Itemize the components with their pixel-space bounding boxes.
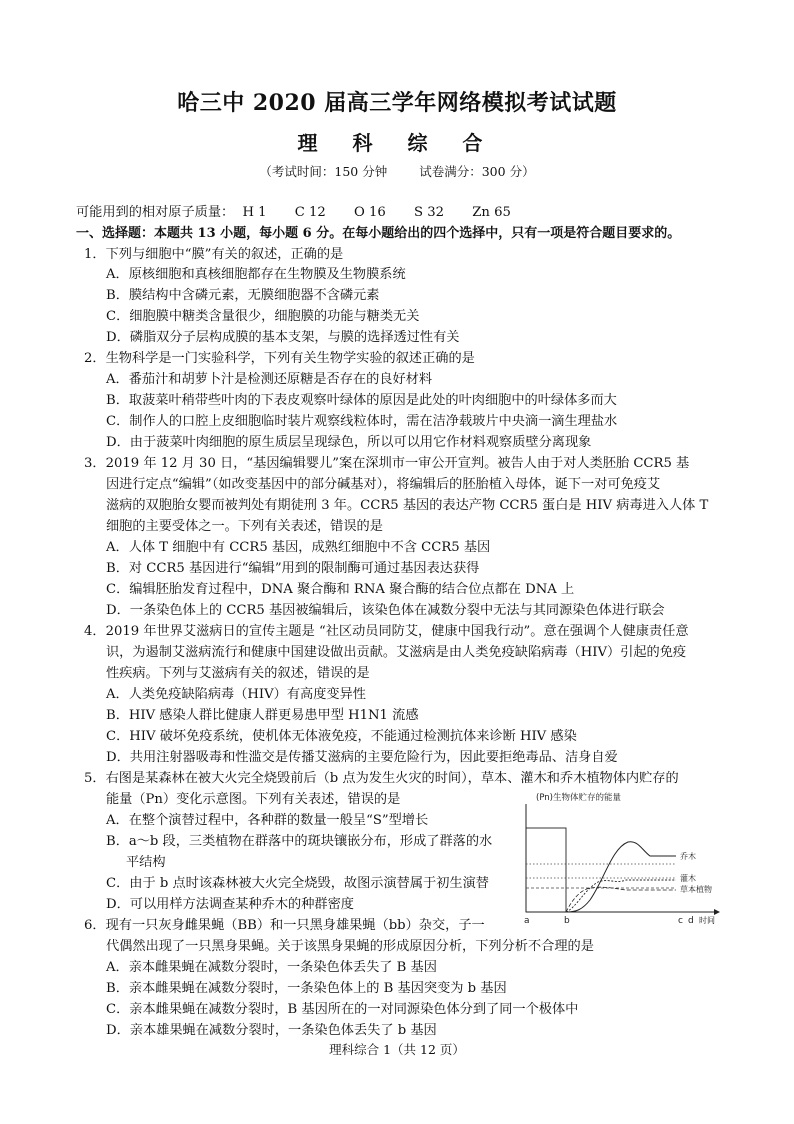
series-label-shrub: 灌木 [680,874,696,883]
option-d: D．由于菠菜叶肉细胞的原生质层呈现绿色，所以可以用它作材料观察质壁分离现象 [106,435,592,450]
question-stem-cont: 性疾病。下列与艾滋病有关的叙述，错误的是 [106,666,370,681]
figure-ylabel: (Pn)生物体贮存的能量 [536,793,621,803]
option-b: B．HIV 感染人群比健康人群更易患甲型 H1N1 流感 [106,708,419,723]
tick-b: b [564,916,570,926]
option-d: D．共用注射器吸毒和性滥交是传播艾滋病的主要危险行为，因此要拒绝毒品、洁身自爱 [106,750,618,765]
series-label-herb: 草本植物 [680,885,712,894]
question-stem-cont: 识，为遏制艾滋病流行和健康中国建设做出贡献。艾滋病是由人类免疫缺陷病毒（HIV）引起的免疫 [106,645,687,660]
option-b: B．对 CCR5 基因进行“编辑”用到的限制酶可通过基因表达获得 [106,561,480,576]
exam-subject: 理 科 综 合 [297,131,497,155]
option-a: A．原核细胞和真核细胞都存在生物膜及生物膜系统 [106,267,406,282]
option-c: C．由于 b 点时该森林被大火完全烧毁，故图示演替属于初生演替 [106,876,489,891]
figure-xlabel: 时间 [699,916,715,925]
option-b: B．a～b 段，三类植物在群落中的斑块镶嵌分布，形成了群落的水 [106,834,493,849]
option-a: A．番茄汁和胡萝卜汁是检测还原糖是否存在的良好材料 [106,372,433,387]
option-a: A．人类免疫缺陷病毒（HIV）有高度变异性 [106,687,366,702]
page-footer: 理科综合 1（共 12 页） [329,1042,465,1057]
option-b-cont: 平结构 [126,855,166,870]
mass-h: H 1 [242,205,267,220]
option-c: C．细胞膜中糖类含量很少，细胞膜的功能与糖类无关 [106,309,420,324]
question-stem: 2．生物科学是一门实验科学，下列有关生物学实验的叙述正确的是 [84,351,475,366]
atomic-masses [76,203,535,223]
tick-d: d [688,916,694,926]
series-label-tree: 乔木 [680,852,696,861]
option-c: C．编辑胚胎发育过程中，DNA 聚合酶和 RNA 聚合酶的结合位点都在 DNA 上 [106,582,575,597]
option-b: B．取菠菜叶稍带些叶肉的下表皮观察叶绿体的原因是此处的叶肉细胞中的叶绿体多而大 [106,393,617,408]
question-stem: 6．现有一只灰身雌果蝇（BB）和一只黑身雄果蝇（bb）杂交，子一 [84,918,485,933]
question-stem: 4．2019 年世界艾滋病日的宣传主题是 “社区动员同防艾，健康中国我行动”。意在强调个人健康责任意 [84,624,689,639]
option-a: A．亲本雌果蝇在减数分裂时，一条染色体丢失了 B 基因 [106,960,437,975]
tree-curve [566,842,676,912]
pre-fire-block [526,828,566,912]
mass-s: S 32 [414,205,445,220]
atomic-masses-label: 可能用到的相对原子质量： [76,205,235,220]
exam-time: （考试时间：150 分钟 [259,164,388,179]
question-stem: 3．2019 年 12 月 30 日，“基因编辑婴儿”案在深圳市一审公开宣判。被告人由于对人类胚胎 CCR5 基 [84,456,690,471]
option-a: A．人体 T 细胞中有 CCR5 基因，成熟红细胞中不含 CCR5 基因 [106,540,491,555]
option-c: C．制作人的口腔上皮细胞临时装片观察线粒体时，需在洁净载玻片中央滴一滴生理盐水 [106,414,618,429]
question-stem-cont: 因进行定点“编辑”（如改变基因中的部分碱基对），将编辑后的胚胎植入母体，诞下一对可免疫艾 [106,477,661,492]
option-b: B．膜结构中含磷元素，无膜细胞器不含磷元素 [106,288,380,303]
question-stem: 1．下列与细胞中“膜”有关的叙述，正确的是 [84,247,344,262]
mass-c: C 12 [294,205,326,220]
option-a: A．在整个演替过程中，各种群的数量一般呈“S”型增长 [106,813,429,828]
option-d: D．亲本雄果蝇在减数分裂时，一条染色体丢失了 b 基因 [106,1023,437,1038]
energy-figure [516,790,726,928]
mass-o: O 16 [354,205,386,220]
exam-info [0,162,794,180]
question-stem-cont: 代偶然出现了一只黑身果蝇。关于该黑身果蝇的形成原因分析，下列分析不合理的是 [106,939,594,954]
option-d: D．一条染色体上的 CCR5 基因被编辑后，该染色体在减数分裂中无法与其同源染色体进行联会 [106,603,665,618]
option-d: D．可以用样方法调查某种乔木的种群密度 [106,897,354,912]
herb-curve [566,887,676,912]
question-stem-cont: 滋病的双胞胎女婴而被判处有期徒刑 3 年。CCR5 基因的表达产物 CCR5 蛋白是 HIV 病毒进入人体 T [106,498,709,513]
option-d: D．磷脂双分子层构成膜的基本支架，与膜的选择透过性有关 [106,330,460,345]
question-stem-cont: 能量（Pn）变化示意图。下列有关表述，错误的是 [106,792,401,807]
tick-a: a [524,916,530,926]
question-stem: 5．右图是某森林在被大火完全烧毁前后（b 点为发生火灾的时间），草本、灌木和乔木植物体内贮存的 [84,771,679,786]
exam-title: 哈三中 2020 届高三学年网络模拟考试试题 [177,90,617,116]
x-axis-arrow [714,909,720,915]
option-c: C．亲本雌果蝇在减数分裂时，B 基因所在的一对同源染色体分到了同一个极体中 [106,1002,579,1017]
tick-c: c [678,916,683,926]
option-c: C．HIV 破坏免疫系统，使机体无体液免疫，不能通过检测抗体来诊断 HIV 感染 [106,729,577,744]
question-stem-cont: 细胞的主要受体之一。下列有关表述，错误的是 [106,519,383,534]
exam-score: 试卷满分：300 分） [419,164,535,179]
mass-zn: Zn 65 [472,205,511,220]
option-b: B．亲本雌果蝇在减数分裂时，一条染色体上的 B 基因突变为 b 基因 [106,981,507,996]
section-heading: 一、选择题：本题共 13 小题，每小题 6 分。在每小题给出的四个选择中，只有一项是符合题目要求的。 [76,226,681,241]
